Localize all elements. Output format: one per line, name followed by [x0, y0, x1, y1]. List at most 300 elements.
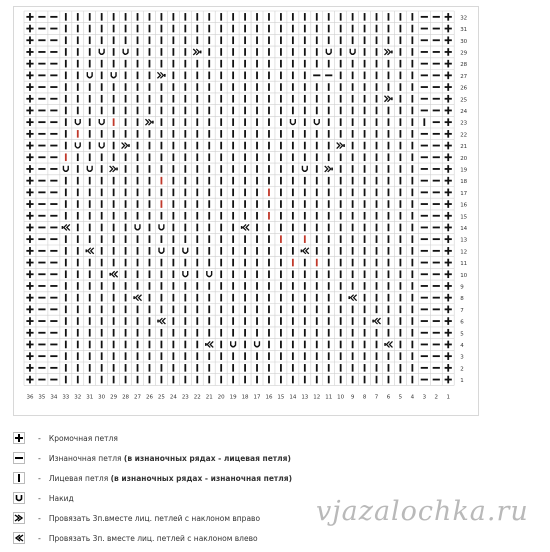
stitch-knit [400, 352, 402, 360]
stitch-knit [364, 352, 366, 360]
stitch-knit [280, 352, 282, 360]
stitch-knit [256, 36, 258, 44]
stitch-selvage [445, 200, 452, 208]
stitch-knit [256, 48, 258, 56]
stitch-knit [137, 153, 139, 161]
stitch-knit [400, 177, 402, 185]
stitch-knit [340, 153, 342, 161]
stitch-knit [149, 189, 151, 197]
stitch-knit [220, 95, 222, 103]
stitch-knit [65, 329, 67, 337]
stitch-knit [268, 270, 270, 278]
stitch-knit [161, 212, 163, 220]
stitch-knit [220, 317, 222, 325]
column-number: 33 [62, 394, 70, 401]
stitch-knit [244, 352, 246, 360]
stitch-knit [340, 72, 342, 80]
stitch-purl [433, 344, 440, 346]
stitch-knit [220, 247, 222, 255]
stitch-knit [376, 329, 378, 337]
stitch-knit [352, 95, 354, 103]
stitch-knit [89, 95, 91, 103]
stitch-knit [149, 36, 151, 44]
stitch-knit [256, 13, 258, 21]
row-number: 19 [460, 167, 468, 174]
stitch-knit [232, 270, 234, 278]
stitch-knit [328, 317, 330, 325]
stitch-knit [65, 60, 67, 68]
stitch-knit [400, 107, 402, 115]
stitch-knit [208, 306, 210, 314]
stitch-knit [184, 107, 186, 115]
stitch-knit [292, 25, 294, 33]
stitch-purl [38, 203, 45, 205]
stitch-purl [421, 156, 428, 158]
legend-dash: - [38, 473, 41, 483]
stitch-k3tog-right-mark [391, 51, 393, 54]
stitch-knit [280, 25, 282, 33]
stitch-knit [101, 95, 103, 103]
stitch-purl [38, 285, 45, 287]
stitch-knit [256, 165, 258, 173]
stitch-knit [220, 224, 222, 232]
stitch-knit [232, 247, 234, 255]
stitch-knit [292, 294, 294, 302]
stitch-knit [304, 376, 306, 384]
stitch-purl [421, 320, 428, 322]
stitch-knit [208, 83, 210, 91]
stitch-knit [280, 235, 282, 243]
stitch-knit [328, 341, 330, 349]
stitch-knit [137, 247, 139, 255]
stitch-knit [208, 200, 210, 208]
stitch-knit [244, 189, 246, 197]
stitch-knit [244, 364, 246, 372]
stitch-knit [184, 36, 186, 44]
stitch-knit [149, 235, 151, 243]
stitch-knit [292, 376, 294, 384]
stitch-knit [184, 13, 186, 21]
stitch-purl [433, 156, 440, 158]
stitch-purl [433, 145, 440, 147]
stitch-knit [184, 235, 186, 243]
stitch-knit [232, 294, 234, 302]
stitch-knit [328, 25, 330, 33]
stitch-knit [340, 294, 342, 302]
stitch-knit [137, 376, 139, 384]
stitch-knit [101, 364, 103, 372]
column-number: 36 [26, 394, 34, 401]
stitch-knit [376, 48, 378, 56]
stitch-knit [149, 376, 151, 384]
column-number: 3 [422, 394, 427, 401]
stitch-knit [340, 235, 342, 243]
stitch-purl [433, 98, 440, 100]
stitch-knit [125, 329, 127, 337]
stitch-knit [149, 341, 151, 349]
stitch-purl [50, 156, 57, 158]
stitch-knit [256, 224, 258, 232]
stitch-knit [220, 83, 222, 91]
stitch-purl [38, 168, 45, 170]
stitch-knit [244, 212, 246, 220]
stitch-knit [411, 329, 413, 337]
column-number: 2 [434, 394, 439, 401]
stitch-knit [172, 224, 174, 232]
stitch-knit [244, 306, 246, 314]
stitch-knit [172, 341, 174, 349]
stitch-yarn-over [63, 166, 68, 172]
stitch-knit [280, 36, 282, 44]
stitch-knit [268, 200, 270, 208]
stitch-knit [304, 72, 306, 80]
stitch-knit [376, 259, 378, 267]
row-number: 31 [460, 27, 468, 34]
stitch-knit [268, 165, 270, 173]
stitch-knit [65, 13, 67, 21]
stitch-knit [125, 364, 127, 372]
stitch-knit [340, 376, 342, 384]
stitch-knit [400, 270, 402, 278]
legend-label: Провязать 3п. вместе лиц. петлей с наклоном влево [48, 533, 258, 543]
stitch-knit [161, 118, 163, 126]
stitch-knit [304, 235, 306, 243]
stitch-knit [89, 130, 91, 138]
stitch-selvage [445, 247, 452, 255]
stitch-knit [400, 306, 402, 314]
stitch-knit [256, 142, 258, 150]
stitch-knit [292, 212, 294, 220]
stitch-knit [77, 13, 79, 21]
stitch-knit [125, 224, 127, 232]
stitch-knit [220, 294, 222, 302]
stitch-knit [244, 200, 246, 208]
stitch-knit [411, 341, 413, 349]
stitch-knit [376, 235, 378, 243]
stitch-knit [77, 48, 79, 56]
stitch-purl [421, 98, 428, 100]
stitch-knit [268, 282, 270, 290]
stitch-knit [292, 306, 294, 314]
stitch-knit [172, 48, 174, 56]
stitch-knit [268, 376, 270, 384]
stitch-knit [411, 294, 413, 302]
stitch-yarn-over [159, 224, 164, 230]
stitch-knit [149, 153, 151, 161]
stitch-knit [376, 142, 378, 150]
stitch-knit [304, 95, 306, 103]
stitch-knit [316, 83, 318, 91]
stitch-purl [421, 86, 428, 88]
column-number: 32 [74, 394, 82, 401]
stitch-knit [340, 317, 342, 325]
stitch-knit [149, 107, 151, 115]
stitch-knit [149, 165, 151, 173]
stitch-knit [77, 376, 79, 384]
legend-item-k3tog-right [12, 511, 260, 525]
stitch-knit [89, 235, 91, 243]
stitch-knit [172, 72, 174, 80]
stitch-yarn-over [314, 119, 319, 125]
stitch-knit [232, 235, 234, 243]
stitch-knit [101, 177, 103, 185]
stitch-purl [421, 262, 428, 264]
stitch-knit [328, 247, 330, 255]
stitch-knit [352, 130, 354, 138]
stitch-knit [77, 83, 79, 91]
stitch-knit [268, 142, 270, 150]
stitch-knit [137, 364, 139, 372]
stitch-knit [89, 153, 91, 161]
stitch-knit [113, 107, 115, 115]
stitch-knit [149, 48, 151, 56]
stitch-knit [388, 165, 390, 173]
stitch-knit [232, 142, 234, 150]
stitch-knit [352, 142, 354, 150]
stitch-knit [352, 177, 354, 185]
row-number: 17 [460, 190, 468, 197]
stitch-yarn-over [350, 49, 355, 55]
stitch-selvage [445, 294, 452, 302]
stitch-knit [149, 142, 151, 150]
stitch-knit [125, 189, 127, 197]
stitch-knit [113, 83, 115, 91]
stitch-purl [421, 285, 428, 287]
stitch-selvage [445, 352, 452, 360]
stitch-knit [125, 25, 127, 33]
stitch-knit [256, 329, 258, 337]
stitch-knit [244, 83, 246, 91]
column-number: 6 [386, 394, 391, 401]
stitch-purl [50, 16, 57, 18]
stitch-knit [125, 83, 127, 91]
stitch-knit [137, 282, 139, 290]
stitch-purl [38, 250, 45, 252]
stitch-knit [113, 25, 115, 33]
stitch-knit [244, 107, 246, 115]
stitch-knit [376, 224, 378, 232]
stitch-knit [352, 25, 354, 33]
stitch-knit [77, 95, 79, 103]
stitch-knit [161, 270, 163, 278]
stitch-yarn-over [159, 248, 164, 254]
stitch-knit [101, 247, 103, 255]
stitch-knit [172, 25, 174, 33]
stitch-knit [220, 364, 222, 372]
stitch-purl [38, 355, 45, 357]
stitch-knit [232, 200, 234, 208]
stitch-knit [268, 189, 270, 197]
stitch-knit [137, 212, 139, 220]
stitch-purl [421, 180, 428, 182]
stitch-knit [400, 317, 402, 325]
stitch-knit [328, 376, 330, 384]
stitch-knit [65, 247, 67, 255]
stitch-knit [328, 282, 330, 290]
stitch-knit [376, 130, 378, 138]
stitch-knit [101, 282, 103, 290]
stitch-knit [411, 107, 413, 115]
stitch-selvage [445, 189, 452, 197]
stitch-knit [364, 270, 366, 278]
stitch-knit [268, 294, 270, 302]
stitch-purl [433, 28, 440, 30]
stitch-knit [376, 177, 378, 185]
stitch-purl [50, 379, 57, 381]
stitch-knit [328, 306, 330, 314]
stitch-knit [280, 259, 282, 267]
stitch-knit [101, 83, 103, 91]
stitch-knit [304, 282, 306, 290]
stitch-purl [433, 215, 440, 217]
stitch-knit [161, 376, 163, 384]
stitch-knit [89, 352, 91, 360]
stitch-knit [268, 306, 270, 314]
stitch-knit [208, 376, 210, 384]
stitch-purl [433, 355, 440, 357]
stitch-knit [184, 130, 186, 138]
stitch-knit [137, 48, 139, 56]
stitch-knit [292, 247, 294, 255]
stitch-knit [340, 107, 342, 115]
stitch-knit [316, 294, 318, 302]
stitch-purl [50, 74, 57, 76]
stitch-knit [292, 142, 294, 150]
stitch-purl [38, 238, 45, 240]
stitch-purl [433, 86, 440, 88]
stitch-knit [113, 352, 115, 360]
stitch-knit [161, 235, 163, 243]
stitch-knit [256, 282, 258, 290]
stitch-knit [161, 36, 163, 44]
stitch-knit [400, 282, 402, 290]
stitch-knit [196, 376, 198, 384]
stitch-purl [50, 51, 57, 53]
stitch-purl [50, 63, 57, 65]
stitch-knit [161, 153, 163, 161]
stitch-knit [244, 270, 246, 278]
stitch-k3tog-right-mark [200, 51, 202, 54]
stitch-knit [184, 306, 186, 314]
row-number: 25 [460, 97, 468, 104]
stitch-knit [220, 165, 222, 173]
stitch-knit [328, 200, 330, 208]
stitch-knit [89, 294, 91, 302]
stitch-knit [77, 107, 79, 115]
stitch-knit [411, 200, 413, 208]
stitch-knit [196, 259, 198, 267]
legend-item-purl [12, 451, 291, 465]
stitch-knit [364, 306, 366, 314]
watermark: vjazalochka.ru [316, 496, 529, 527]
stitch-yarn-over [99, 142, 104, 148]
stitch-purl [50, 98, 57, 100]
stitch-knit [161, 306, 163, 314]
stitch-knit [256, 376, 258, 384]
stitch-knit [137, 270, 139, 278]
stitch-knit [172, 235, 174, 243]
stitch-knit [125, 130, 127, 138]
stitch-knit [340, 259, 342, 267]
stitch-purl [38, 51, 45, 53]
stitch-purl [38, 332, 45, 334]
stitch-knit [232, 306, 234, 314]
stitch-knit [388, 259, 390, 267]
stitch-purl [433, 110, 440, 112]
stitch-knit [172, 13, 174, 21]
stitch-selvage [445, 212, 452, 220]
stitch-purl [38, 145, 45, 147]
stitch-knit [172, 247, 174, 255]
stitch-knit [220, 60, 222, 68]
stitch-purl [433, 168, 440, 170]
stitch-knit [280, 282, 282, 290]
stitch-knit [364, 376, 366, 384]
column-number: 35 [38, 394, 46, 401]
stitch-knit [244, 317, 246, 325]
column-number: 11 [325, 394, 333, 401]
stitch-knit [137, 177, 139, 185]
stitch-knit [232, 165, 234, 173]
stitch-knit [352, 72, 354, 80]
stitch-knit [65, 306, 67, 314]
stitch-knit [423, 118, 425, 126]
stitch-purl [38, 133, 45, 135]
legend-note: (в изнаночных рядах - лицевая петля) [123, 453, 291, 463]
stitch-purl [38, 262, 45, 264]
stitch-selvage [26, 83, 33, 91]
stitch-purl [421, 308, 428, 310]
row-number: 16 [460, 202, 468, 209]
legend-dash: - [38, 513, 41, 523]
stitch-knit [149, 212, 151, 220]
stitch-knit [304, 259, 306, 267]
stitch-knit [172, 352, 174, 360]
stitch-purl [50, 308, 57, 310]
stitch-knit [388, 200, 390, 208]
column-number: 30 [98, 394, 106, 401]
stitch-knit [172, 364, 174, 372]
stitch-knit [280, 48, 282, 56]
stitch-knit [256, 270, 258, 278]
stitch-knit [232, 118, 234, 126]
stitch-knit [364, 60, 366, 68]
stitch-knit [196, 212, 198, 220]
stitch-knit [328, 259, 330, 267]
stitch-knit [316, 48, 318, 56]
stitch-knit [340, 48, 342, 56]
stitch-knit [220, 259, 222, 267]
stitch-knit [244, 48, 246, 56]
stitch-knit [77, 189, 79, 197]
stitch-purl [421, 227, 428, 229]
stitch-knit [340, 329, 342, 337]
stitch-purl [433, 297, 440, 299]
row-number: 22 [460, 132, 468, 139]
stitch-knit [101, 60, 103, 68]
stitch-knit [316, 165, 318, 173]
stitch-knit [292, 235, 294, 243]
stitch-knit [304, 294, 306, 302]
stitch-knit [292, 317, 294, 325]
stitch-knit [89, 60, 91, 68]
legend-item-yarn-over [12, 491, 74, 505]
stitch-knit [196, 60, 198, 68]
row-number: 2 [460, 366, 464, 373]
stitch-knit [364, 247, 366, 255]
stitch-knit [101, 130, 103, 138]
stitch-k3tog-left [375, 318, 381, 324]
